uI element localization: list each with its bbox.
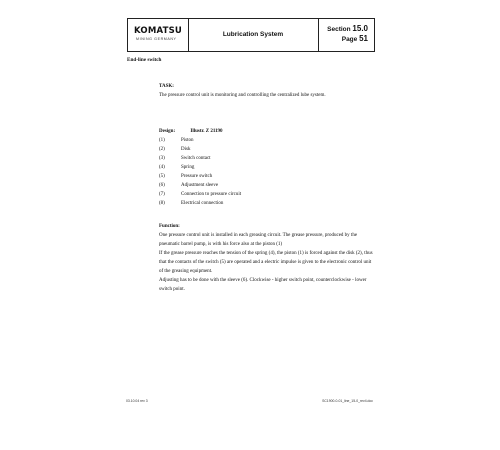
- function-text: [159, 231, 374, 294]
- page-subtitle: End-line switch: [127, 57, 162, 63]
- section-label: Section: [327, 26, 351, 33]
- function-paragraph: One pressure control unit is installed in each greasing circuit. The grease pressure, produced by the pneumatic barrel pump, is with his force also at the piston (1): [159, 233, 358, 247]
- part-label: Connection to pressure circuit: [181, 192, 242, 197]
- page-number: 51: [359, 34, 368, 43]
- part-number: (4): [159, 165, 165, 170]
- part-number: (5): [159, 174, 165, 179]
- part-label: Switch contact: [181, 156, 211, 161]
- part-number: (3): [159, 156, 165, 161]
- illustration-ref: Illustr. Z 21190: [190, 129, 223, 134]
- task-text: The pressure control unit is monitoring and controlling the centralized lube system.: [159, 93, 326, 98]
- part-label: Piston: [181, 138, 194, 143]
- title-cell: [188, 19, 319, 51]
- document-header: [127, 18, 375, 52]
- document-title: Lubrication System: [222, 31, 284, 38]
- part-number: (7): [159, 192, 165, 197]
- section-number: 15.0: [352, 24, 368, 33]
- part-label: Electrical connection: [181, 201, 224, 206]
- function-paragraph: Adjusting has to be done with the sleeve (6). Clockwise - higher switch point, counterclockwise - lower switch point.: [159, 278, 367, 292]
- footer-filename: SC1900-0-01_line_15-0_rev4.doc: [322, 399, 373, 403]
- design-label: Design:: [159, 129, 176, 134]
- logo-cell: [128, 19, 189, 51]
- part-label: Disk: [181, 147, 191, 152]
- section-line: [327, 24, 368, 33]
- logo-subtext: MINING GERMANY: [136, 37, 177, 41]
- part-label: Spring: [181, 165, 195, 170]
- page-line: [342, 34, 368, 43]
- section-cell: [318, 19, 374, 51]
- page-label: Page: [341, 36, 358, 43]
- function-label: Function:: [159, 224, 180, 229]
- komatsu-logo: KOMATSU: [134, 26, 183, 36]
- task-label: TASK:: [159, 84, 174, 89]
- part-number: (6): [159, 183, 165, 188]
- part-label: Adjustment sleeve: [181, 183, 219, 188]
- function-paragraph: If the grease pressure reaches the tension of the spring (4), the piston (1) is forced against the disk (2), thus that the contacts of the switch (5) are operated and a electric impulse is given to the electronic control unit of the greasing equipment.: [159, 251, 373, 274]
- part-number: (1): [159, 138, 165, 143]
- footer-date: 03.10.04 rev 3: [126, 399, 148, 403]
- part-number: (8): [159, 201, 165, 206]
- part-label: Pressure switch: [181, 174, 213, 179]
- part-number: (2): [159, 147, 165, 152]
- design-heading: [159, 127, 374, 136]
